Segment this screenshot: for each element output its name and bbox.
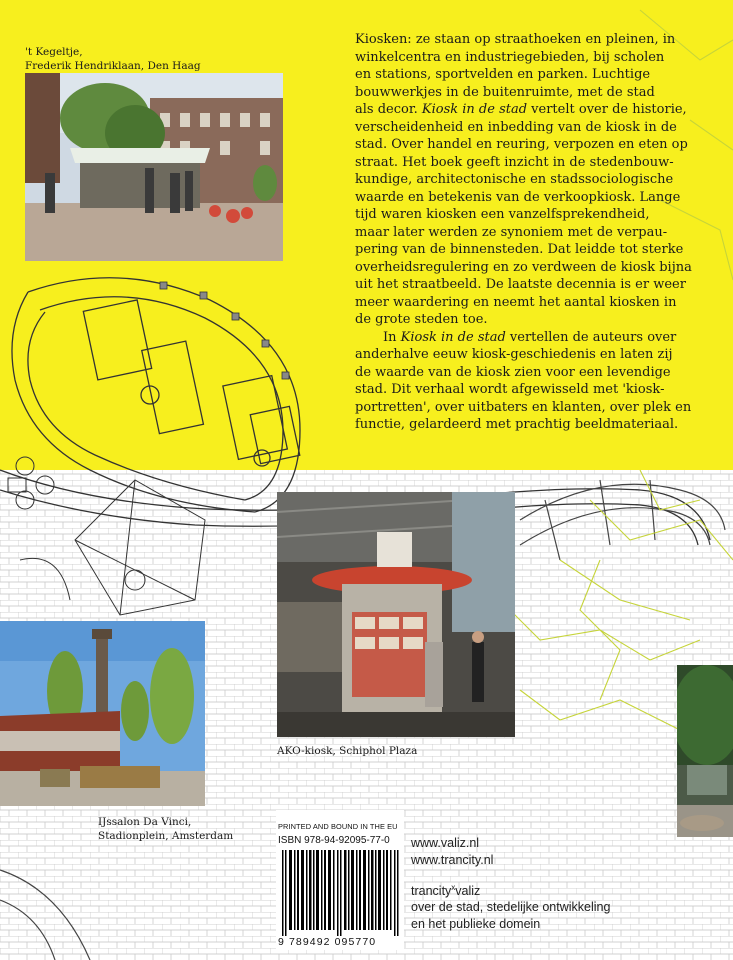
publisher-url-trancity[interactable]: www.trancity.nl — [411, 853, 494, 867]
blurb-paragraph-1 — [355, 31, 717, 329]
brand-x: x — [451, 883, 456, 892]
blurb-line — [355, 329, 717, 347]
caption-line: 't Kegeltje, — [25, 46, 83, 58]
blurb-line: uit het straatbeeld. De laatste decennia is er weer — [355, 277, 686, 292]
publisher-url-valiz[interactable]: www.valiz.nl — [411, 836, 480, 850]
blurb-line: bouwwerkjes in de buitenruimte, met de stad — [355, 84, 655, 100]
caption-ako — [277, 744, 417, 758]
barcode-block — [276, 810, 404, 950]
photo-ijssalon — [0, 621, 205, 806]
photo-ako-kiosk — [277, 492, 515, 737]
caption-line: IJssalon Da Vinci, — [98, 816, 192, 828]
blurb-fragment: als decor. — [355, 102, 422, 117]
blurb-line: overheidsregulering en zo verdween de kiosk bijna — [355, 259, 692, 275]
blurb-paragraph-2 — [355, 329, 717, 434]
printed-notice: PRINTED AND BOUND IN THE EU — [278, 822, 398, 831]
blurb-line: waarde en betekenis van de verkoopkiosk. Lange — [355, 189, 681, 205]
brand-valiz: valiz — [455, 884, 481, 899]
blurb-line: stad. Over handel en reuring, verpozen en eten op — [355, 137, 688, 152]
blurb-line: kundige, architectonische en stadssociologische — [355, 172, 674, 187]
blurb-fragment: vertelt over de historie, — [527, 102, 687, 117]
publisher-tagline-1: over de stad, stedelijke ontwikkeling — [411, 900, 611, 914]
back-cover-blurb — [355, 31, 717, 434]
caption-line: Stadionplein, Amsterdam — [98, 830, 234, 842]
caption-kegeltje — [25, 45, 201, 73]
photo-kegeltje — [25, 73, 283, 261]
publisher-brand — [411, 883, 480, 898]
blurb-line — [355, 101, 717, 119]
blurb-line: straat. Het boek geeft inzicht in de stedenbouw- — [355, 154, 674, 170]
blurb-line: maar later werden ze synoniem met de verpau- — [355, 224, 668, 240]
blurb-line: anderhalve eeuw kiosk-geschiedenis en laten zij — [355, 347, 673, 362]
caption-line: AKO-kiosk, Schiphol Plaza — [277, 745, 418, 757]
blurb-line: pering van de binnensteden. Dat leidde tot sterke — [355, 242, 684, 257]
blurb-line: Kiosken: ze staan op straathoeken en pleinen, in — [355, 32, 676, 47]
barcode-digits: 9 789492 095770 — [278, 936, 377, 948]
blurb-fragment: vertellen de auteurs over — [505, 329, 677, 345]
book-title: Kiosk in de stad — [400, 329, 506, 345]
publisher-tagline-2: en het publieke domein — [411, 917, 541, 931]
isbn-text: ISBN 978-94-92095-77-0 — [278, 835, 390, 846]
blurb-line: meer waardering en neemt het aantal kiosken in — [355, 294, 677, 310]
blurb-line: tijd waren kiosken een vanzelfsprekendheid, — [355, 207, 650, 222]
blurb-line: winkelcentra en industriegebieden, bij scholen — [355, 49, 665, 65]
blurb-line: stad. Dit verhaal wordt afgewisseld met 'kiosk- — [355, 382, 665, 397]
brand-trancity: trancity — [411, 884, 452, 899]
book-title: Kiosk in de stad — [421, 102, 528, 117]
blurb-line: functie, gelardeerd met prachtig beeldmateriaal. — [355, 417, 679, 432]
blurb-line: de grote steden toe. — [355, 312, 488, 327]
barcode-bars — [282, 850, 400, 936]
blurb-line: portretten', over uitbaters en klanten, over plek en — [355, 399, 692, 415]
caption-ijssalon — [98, 815, 233, 843]
photo-right-edge — [677, 665, 733, 837]
blurb-line: de waarde van de kiosk zien voor een levendige — [355, 364, 671, 380]
caption-line: Frederik Hendriklaan, Den Haag — [25, 60, 201, 72]
blurb-line: en stations, sportvelden en parken. Luchtige — [355, 67, 651, 82]
blurb-line: verscheidenheid en inbedding van de kiosk in de — [355, 119, 677, 135]
blurb-fragment: In — [383, 329, 401, 345]
